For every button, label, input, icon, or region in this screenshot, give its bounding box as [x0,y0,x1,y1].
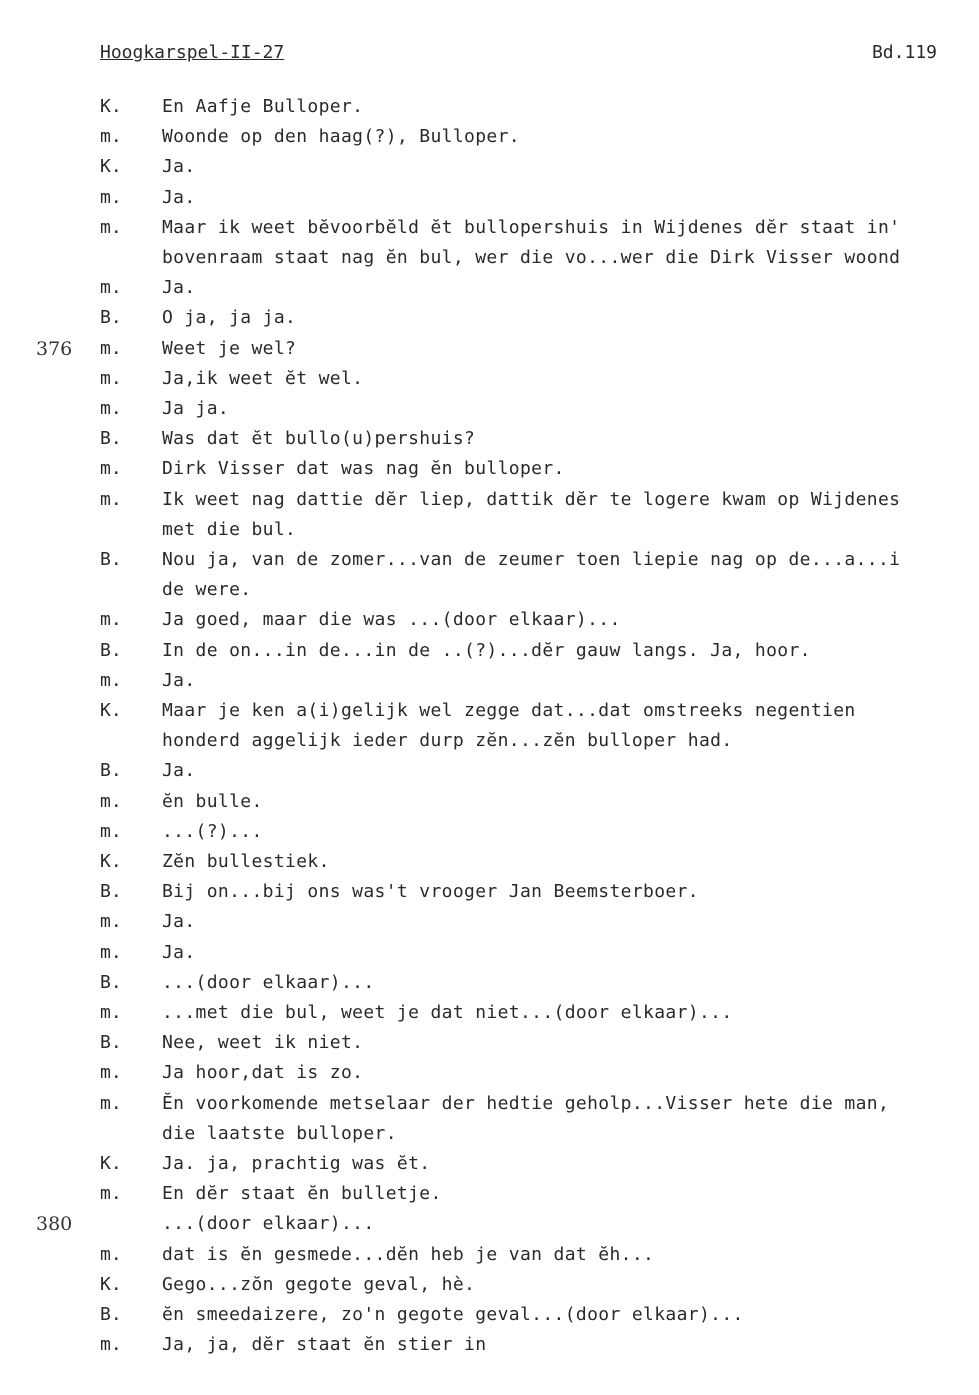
transcript-line [0,605,979,635]
transcript-line [0,1209,979,1239]
transcript-line [0,968,979,998]
speaker-label: m. [100,1183,122,1204]
utterance-text: Ja. [162,670,196,691]
speaker-label: B. [100,640,122,661]
speaker-label: B. [100,972,122,993]
utterance-text: O ja, ja ja. [162,307,297,328]
utterance-text: Ja, ja, dĕr staat ĕn stier in [162,1334,487,1355]
speaker-label: m. [100,670,122,691]
speaker-label: m. [100,489,122,510]
transcript-line [0,1028,979,1058]
utterance-text: Ja ja. [162,398,230,419]
utterance-text: Ja. [162,156,196,177]
speaker-label: m. [100,791,122,812]
transcript-line [0,907,979,937]
utterance-text: En dĕr staat ĕn bulletje. [162,1183,442,1204]
speaker-label: B. [100,1304,122,1325]
utterance-text: Ja. [162,277,196,298]
transcript-line [0,364,979,394]
transcript-line [0,1240,979,1270]
speaker-label: m. [100,911,122,932]
speaker-label: B. [100,549,122,570]
transcript-line [0,303,979,333]
speaker-label: m. [100,1244,122,1265]
speaker-label: m. [100,338,122,359]
transcript-line [0,152,979,182]
utterance-text: Ja. [162,942,196,963]
speaker-label: m. [100,458,122,479]
transcript-line [0,1119,979,1149]
speaker-label: m. [100,187,122,208]
speaker-label: m. [100,1334,122,1355]
speaker-label: K. [100,1274,122,1295]
transcript-line [0,938,979,968]
utterance-text: ...met die bul, weet je dat niet...(door elkaar)... [162,1002,733,1023]
utterance-text: ...(door elkaar)... [162,972,375,993]
transcript-line [0,575,979,605]
speaker-label: m. [100,277,122,298]
transcript-line [0,545,979,575]
utterance-text: Woonde op den haag(?), Bulloper. [162,126,520,147]
speaker-label: m. [100,126,122,147]
transcript-line [0,1149,979,1179]
utterance-text: Ĕn voorkomende metselaar der hedtie geholp...Visser hete die man, [162,1093,890,1114]
speaker-label: m. [100,368,122,389]
transcript-line [0,424,979,454]
transcript-line [0,1058,979,1088]
utterance-text: Maar ik weet bĕvoorbĕld ĕt bullopershuis in Wijdenes dĕr staat in' [162,217,901,238]
transcript-line [0,183,979,213]
utterance-text: Ja. [162,187,196,208]
utterance-text: ĕn bulle. [162,791,263,812]
utterance-text: honderd aggelijk ieder durp zĕn...zĕn bulloper had. [162,730,733,751]
transcript-line [0,394,979,424]
transcript-line [0,1089,979,1119]
utterance-text: Was dat ĕt bullo(u)pershuis? [162,428,476,449]
utterance-text: Dirk Visser dat was nag ĕn bulloper. [162,458,565,479]
utterance-text: En Aafje Bulloper. [162,96,364,117]
transcript-line [0,696,979,726]
speaker-label: B. [100,760,122,781]
utterance-text: de were. [162,579,252,600]
transcript-line [0,756,979,786]
speaker-label: m. [100,1002,122,1023]
speaker-label: m. [100,398,122,419]
speaker-label: m. [100,217,122,238]
transcript-line [0,485,979,515]
transcript-line [0,998,979,1028]
transcript-line [0,122,979,152]
transcript-line [0,1330,979,1360]
transcript-line [0,334,979,364]
speaker-label: K. [100,851,122,872]
transcript-line [0,273,979,303]
transcript-line [0,787,979,817]
speaker-label: m. [100,821,122,842]
speaker-label: K. [100,1153,122,1174]
utterance-text: Bij on...bij ons was't vrooger Jan Beemsterboer. [162,881,699,902]
speaker-label: m. [100,609,122,630]
speaker-label: B. [100,428,122,449]
utterance-text: Ja. [162,911,196,932]
transcript-line [0,454,979,484]
transcript-line [0,847,979,877]
utterance-text: ...(door elkaar)... [162,1213,375,1234]
speaker-label: B. [100,307,122,328]
transcript-line [0,1270,979,1300]
utterance-text: ĕn smeedaizere, zo'n gegote geval...(door elkaar)... [162,1304,744,1325]
utterance-text: Ja,ik weet ĕt wel. [162,368,364,389]
document-title: Hoogkarspel-II-27 [100,42,285,63]
margin-line-number: 380 [36,1213,73,1235]
transcript-line [0,666,979,696]
utterance-text: met die bul. [162,519,297,540]
utterance-text: bovenraam staat nag ĕn bul, wer die vo...wer die Dirk Visser woond [162,247,901,268]
speaker-label: m. [100,942,122,963]
utterance-text: dat is ĕn gesmede...dĕn heb je van dat ĕh... [162,1244,655,1265]
speaker-label: K. [100,96,122,117]
utterance-text: ...(?)... [162,821,263,842]
speaker-label: m. [100,1093,122,1114]
utterance-text: Weet je wel? [162,338,297,359]
speaker-label: B. [100,1032,122,1053]
utterance-text: Nou ja, van de zomer...van de zeumer toen liepie nag op de...a...i [162,549,901,570]
transcript-line [0,213,979,243]
utterance-text: Ja goed, maar die was ...(door elkaar)... [162,609,621,630]
utterance-text: Ja hoor,dat is zo. [162,1062,364,1083]
utterance-text: In de on...in de...in de ..(?)...dĕr gauw langs. Ja, hoor. [162,640,811,661]
transcript-line [0,1179,979,1209]
speaker-label: B. [100,881,122,902]
utterance-text: Gego...zŏn gegote geval, hè. [162,1274,476,1295]
transcript-line [0,515,979,545]
page-reference: Bd.119 [871,42,937,63]
transcript-line [0,92,979,122]
speaker-label: K. [100,156,122,177]
margin-line-number: 376 [36,338,73,360]
transcript-line [0,1300,979,1330]
transcript-line [0,726,979,756]
utterance-text: die laatste bulloper. [162,1123,397,1144]
transcript-line [0,817,979,847]
transcript-line [0,636,979,666]
transcript-line [0,243,979,273]
utterance-text: Ik weet nag dattie dĕr liep, dattik dĕr te logere kwam op Wijdenes [162,489,901,510]
utterance-text: Maar je ken a(i)gelijk wel zegge dat...dat omstreeks negentien [162,700,856,721]
utterance-text: Ja. [162,760,196,781]
transcript-line [0,877,979,907]
utterance-text: Zĕn bullestiek. [162,851,330,872]
utterance-text: Nee, weet ik niet. [162,1032,364,1053]
utterance-text: Ja. ja, prachtig was ĕt. [162,1153,431,1174]
speaker-label: m. [100,1062,122,1083]
speaker-label: K. [100,700,122,721]
